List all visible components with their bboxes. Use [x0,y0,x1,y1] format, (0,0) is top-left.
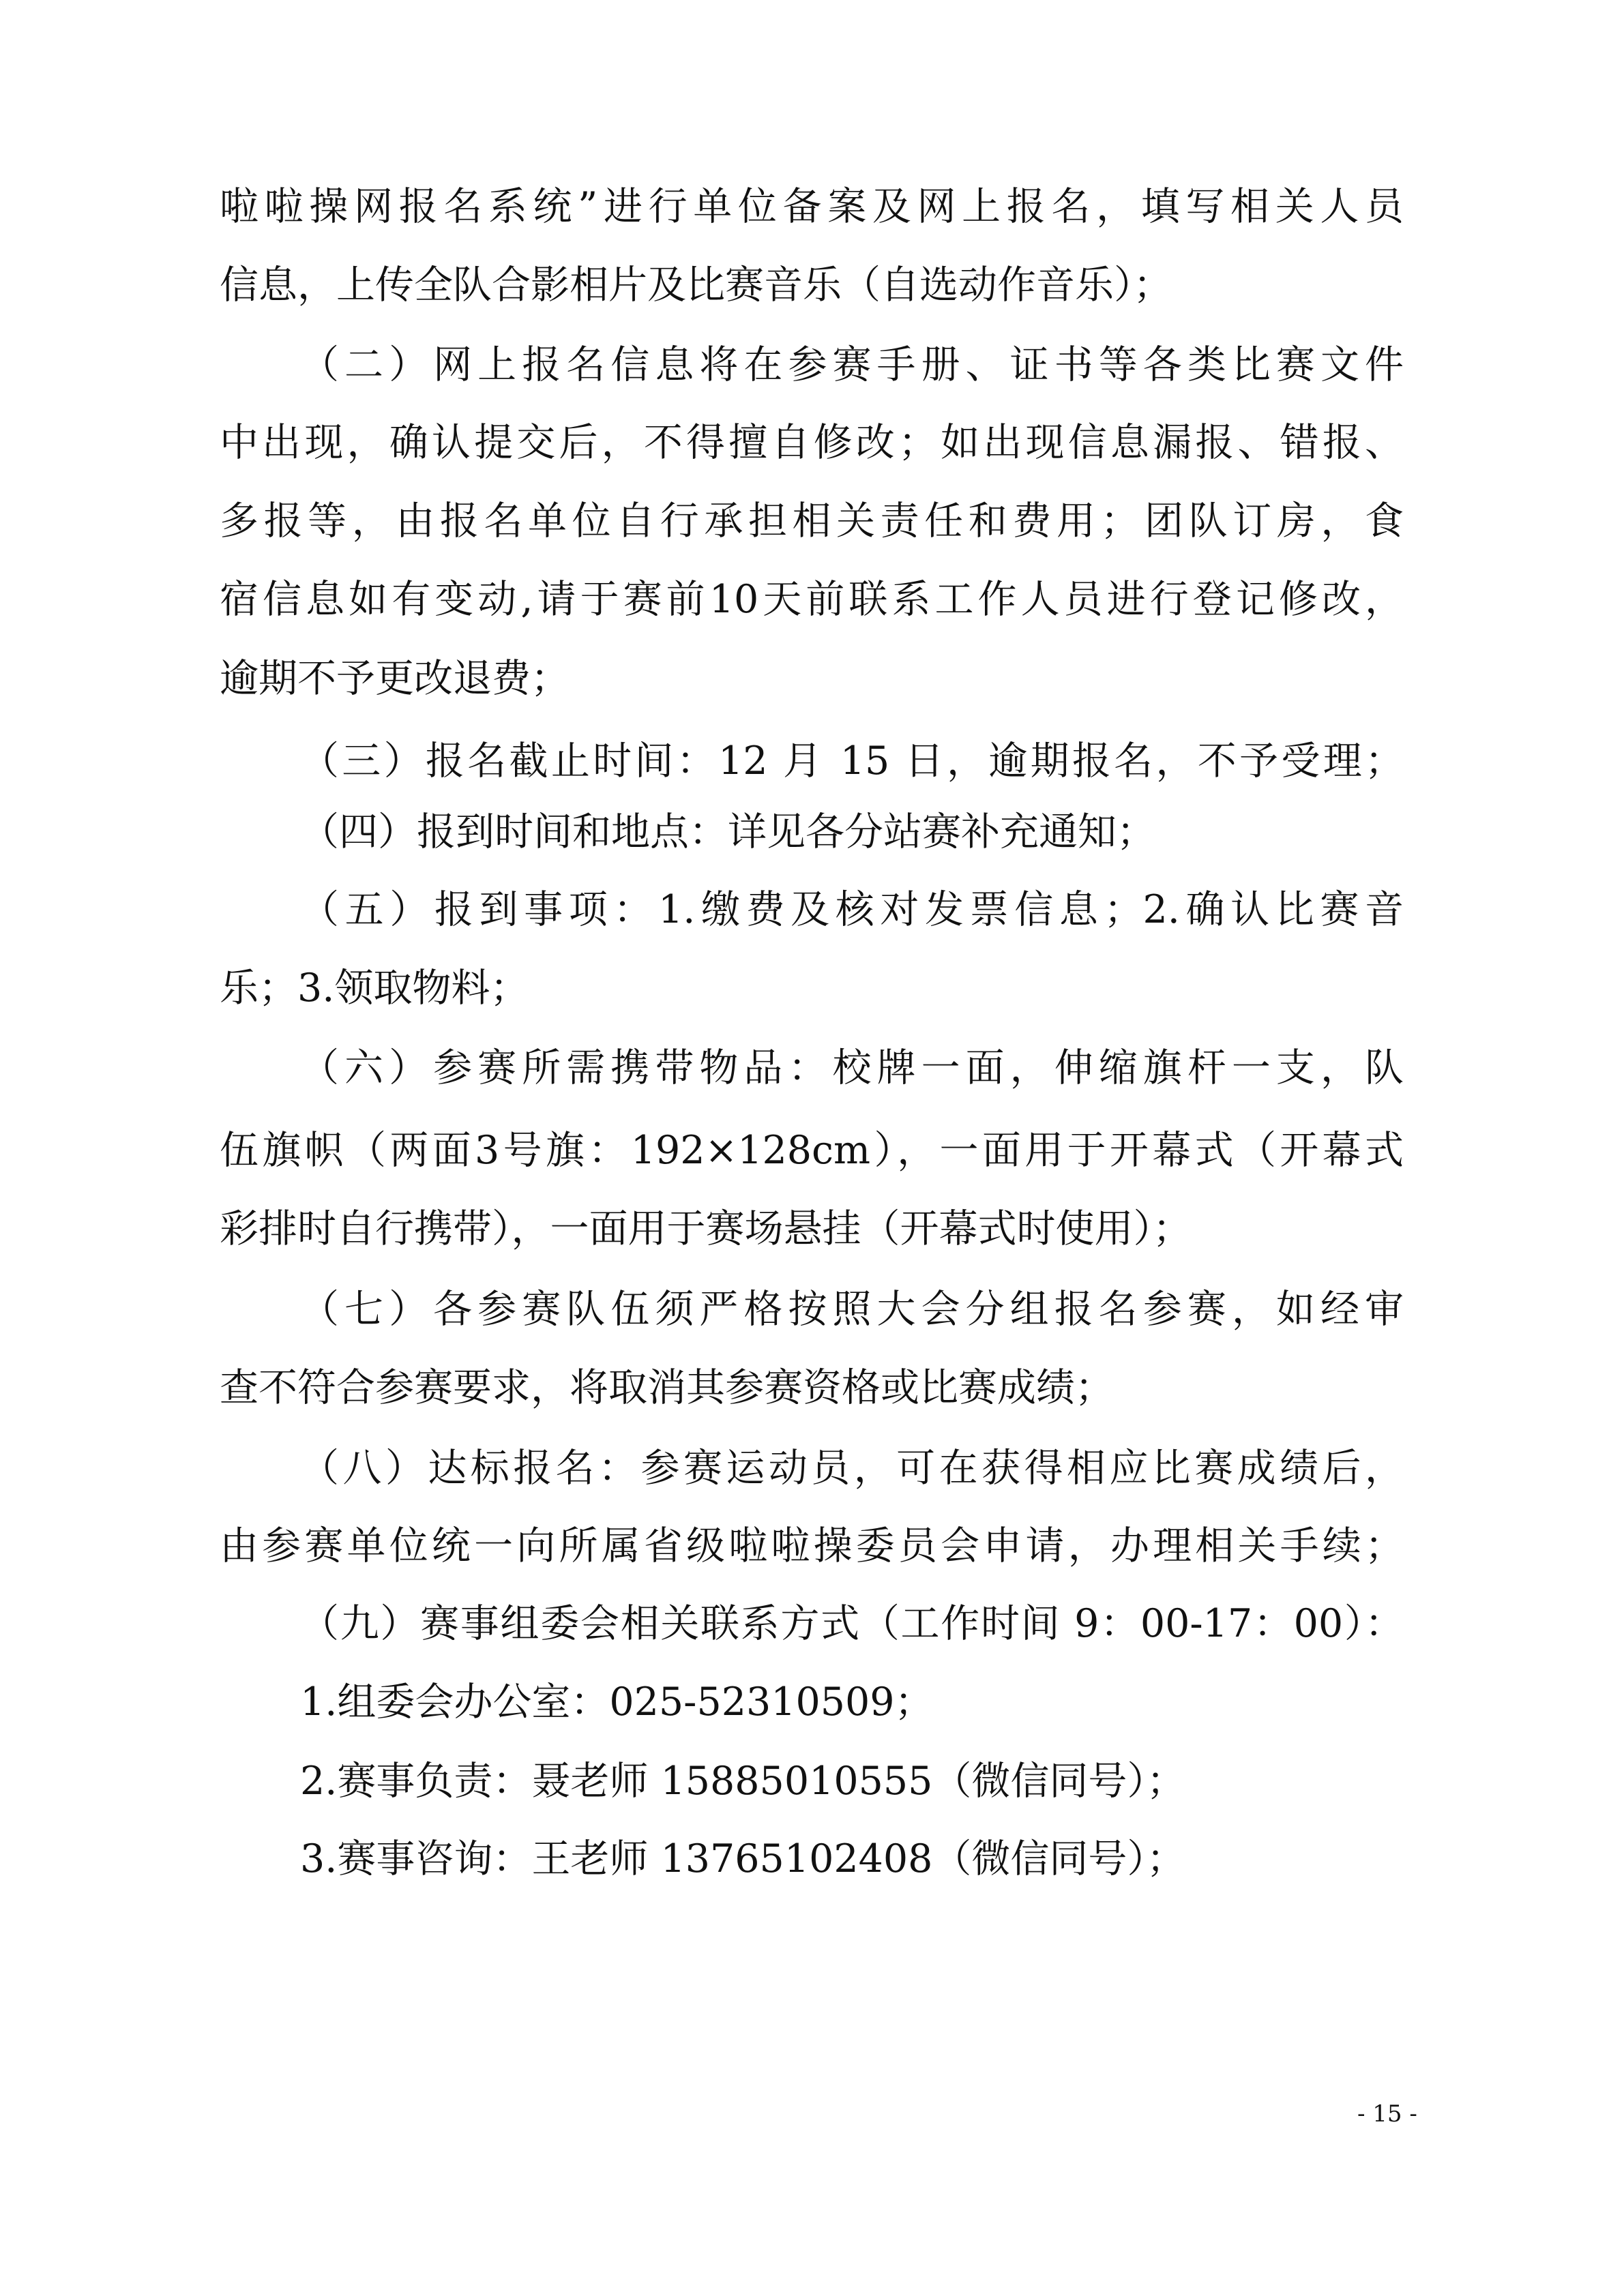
section-6-line-2: 伍旗帜（两面3号旗：192×128cm），一面用于开幕式（开幕式 [220,1128,1404,1173]
contact-office: 1.组委会办公室：025-52310509； [300,1680,934,1725]
contact-event-inquiry: 3.赛事咨询：王老师 13765102408（微信同号）； [300,1836,1185,1881]
section-2-line-5: 逾期不予更改退费； [220,656,570,701]
section-8-line-2: 由参赛单位统一向所属省级啦啦操委员会申请，办理相关手续； [220,1523,1404,1568]
section-2-line-4: 宿信息如有变动,请于赛前10天前联系工作人员进行登记修改， [220,577,1404,622]
section-3-line-1: （三）报名截止时间：12 月 15 日，逾期报名，不予受理； [300,739,1404,784]
section-7-line-2: 查不符合参赛要求，将取消其参赛资格或比赛成绩； [220,1365,1114,1410]
section-2-line-1: （二）网上报名信息将在参赛手册、证书等各类比赛文件 [300,342,1404,387]
section-5-line-2: 乐；3.领取物料； [220,966,529,1011]
section-6-line-3: 彩排时自行携带），一面用于赛场悬挂（开幕式时使用）； [220,1206,1192,1251]
section-7-line-1: （七）各参赛队伍须严格按照大会分组报名参赛，如经审 [300,1287,1404,1332]
section-5-line-1: （五）报到事项：1.缴费及核对发票信息；2.确认比赛音 [300,887,1404,932]
contact-event-lead: 2.赛事负责：聂老师 15885010555（微信同号）； [300,1759,1185,1804]
section-2-line-2: 中出现，确认提交后，不得擅自修改；如出现信息漏报、错报、 [220,420,1404,465]
paragraph-1-line-1: 啦啦操网报名系统”进行单位备案及网上报名，填写相关人员 [220,184,1404,229]
page-number: - 15 - [1357,2100,1417,2128]
section-8-line-1: （八）达标报名：参赛运动员，可在获得相应比赛成绩后， [300,1446,1404,1491]
section-4-line-1: （四）报到时间和地点：详见各分站赛补充通知； [300,809,1155,854]
section-2-line-3: 多报等，由报名单位自行承担相关责任和费用；团队订房，食 [220,498,1404,543]
section-9-line-1: （九）赛事组委会相关联系方式（工作时间 9：00-17：00）： [300,1601,1404,1646]
paragraph-1-line-2: 信息，上传全队合影相片及比赛音乐（自选动作音乐）； [220,263,1172,308]
section-6-line-1: （六）参赛所需携带物品：校牌一面，伸缩旗杆一支，队 [300,1045,1404,1090]
